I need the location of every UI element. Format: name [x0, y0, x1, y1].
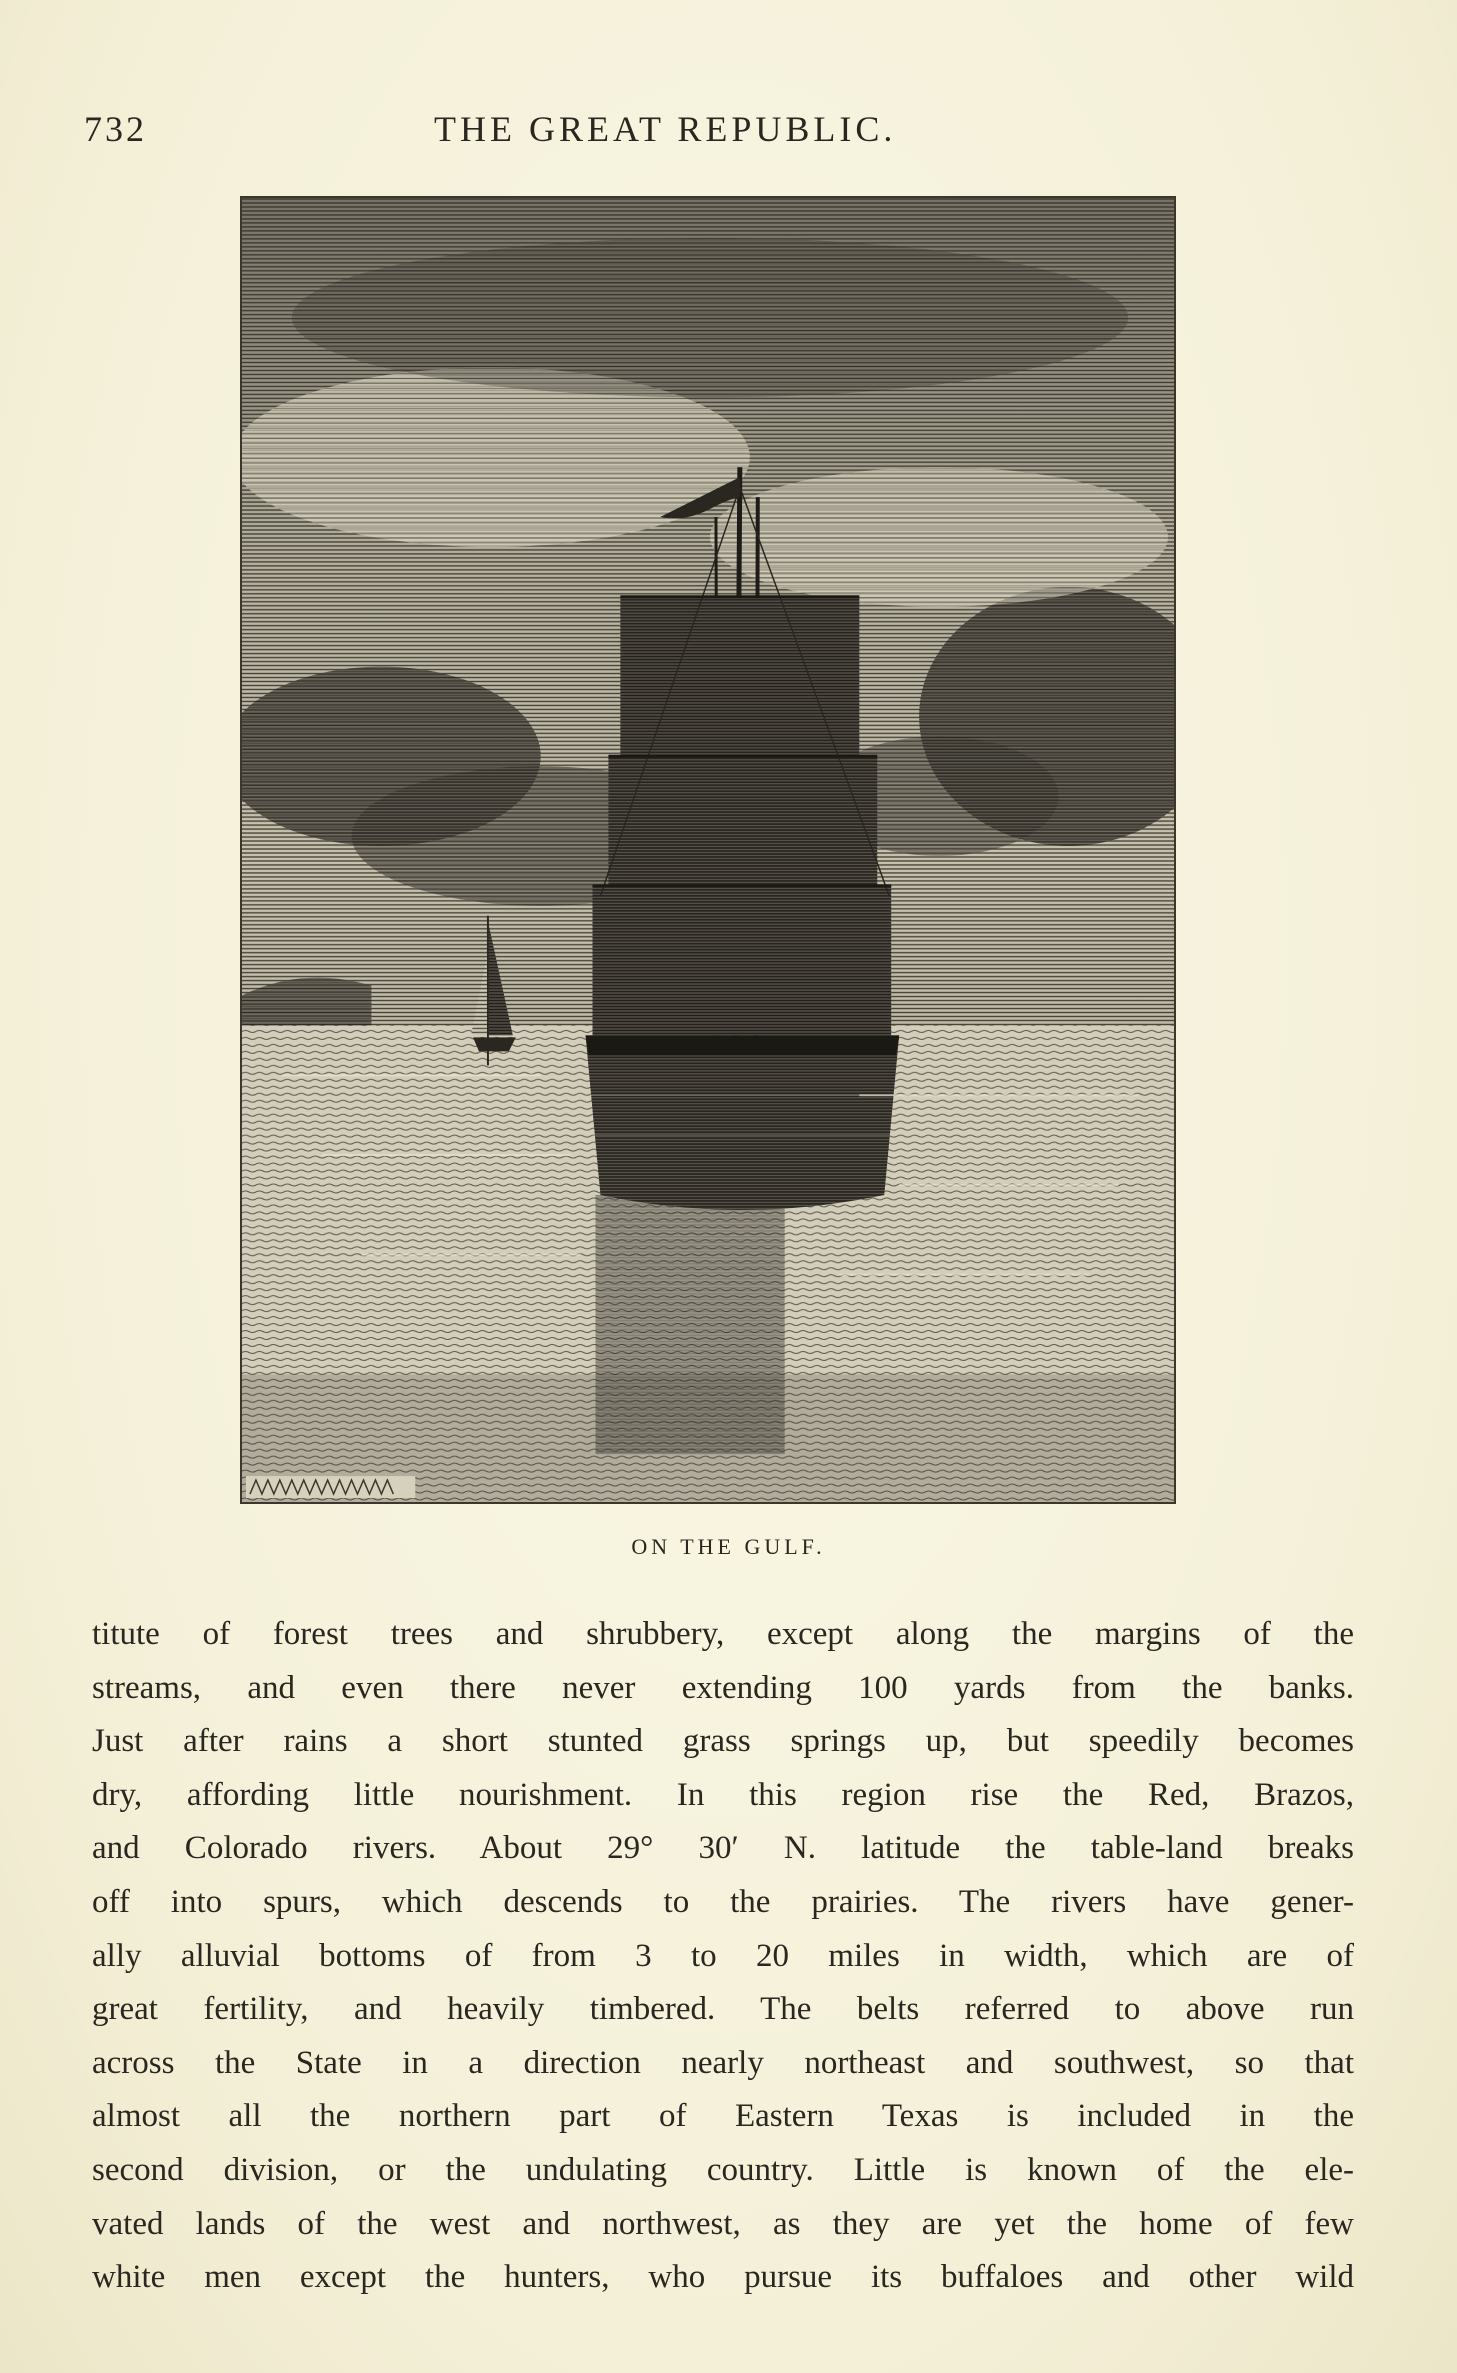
text-line: dry, affording little nourishment. In this region rise the Red, Brazos, [92, 1776, 1354, 1813]
running-title: THE GREAT REPUBLIC. [434, 109, 897, 149]
text-line: across the State in a direction nearly northeast and southwest, so that [92, 2044, 1354, 2081]
running-head [84, 108, 1374, 158]
text-line: streams, and even there never extending 100 yards from the banks. [92, 1669, 1354, 1706]
text-line: great fertility, and heavily timbered. The belts referred to above run [92, 1991, 1354, 2028]
text-line: off into spurs, which descends to the prairies. The rivers have gener- [92, 1883, 1354, 1920]
engraver-signature [246, 1476, 415, 1498]
text-line: and Colorado rivers. About 29° 30′ N. latitude the table-land breaks [92, 1830, 1354, 1867]
text-line: vated lands of the west and northwest, as they are yet the home of few [92, 2205, 1354, 2242]
ship-reflection [595, 1195, 784, 1454]
text-line: ally alluvial bottoms of from 3 to 20 miles in width, which are of [92, 1937, 1354, 1974]
figure-caption: ON THE GULF. [631, 1534, 826, 1559]
ship-at-sea-engraving [242, 198, 1174, 1502]
text-line: Just after rains a short stunted grass springs up, but speedily becomes [92, 1723, 1354, 1760]
text-line: second division, or the undulating country. Little is known of the ele- [92, 2151, 1354, 2188]
text-line: almost all the northern part of Eastern Texas is included in the [92, 2098, 1354, 2135]
text-line: titute of forest trees and shrubbery, except along the margins of the [92, 1616, 1354, 1652]
text-line: white men except the hunters, who pursue its buffaloes and other wild [92, 2259, 1354, 2296]
page-number: 732 [84, 109, 147, 149]
engraving-illustration [240, 196, 1176, 1504]
body-text [92, 1608, 1354, 2305]
